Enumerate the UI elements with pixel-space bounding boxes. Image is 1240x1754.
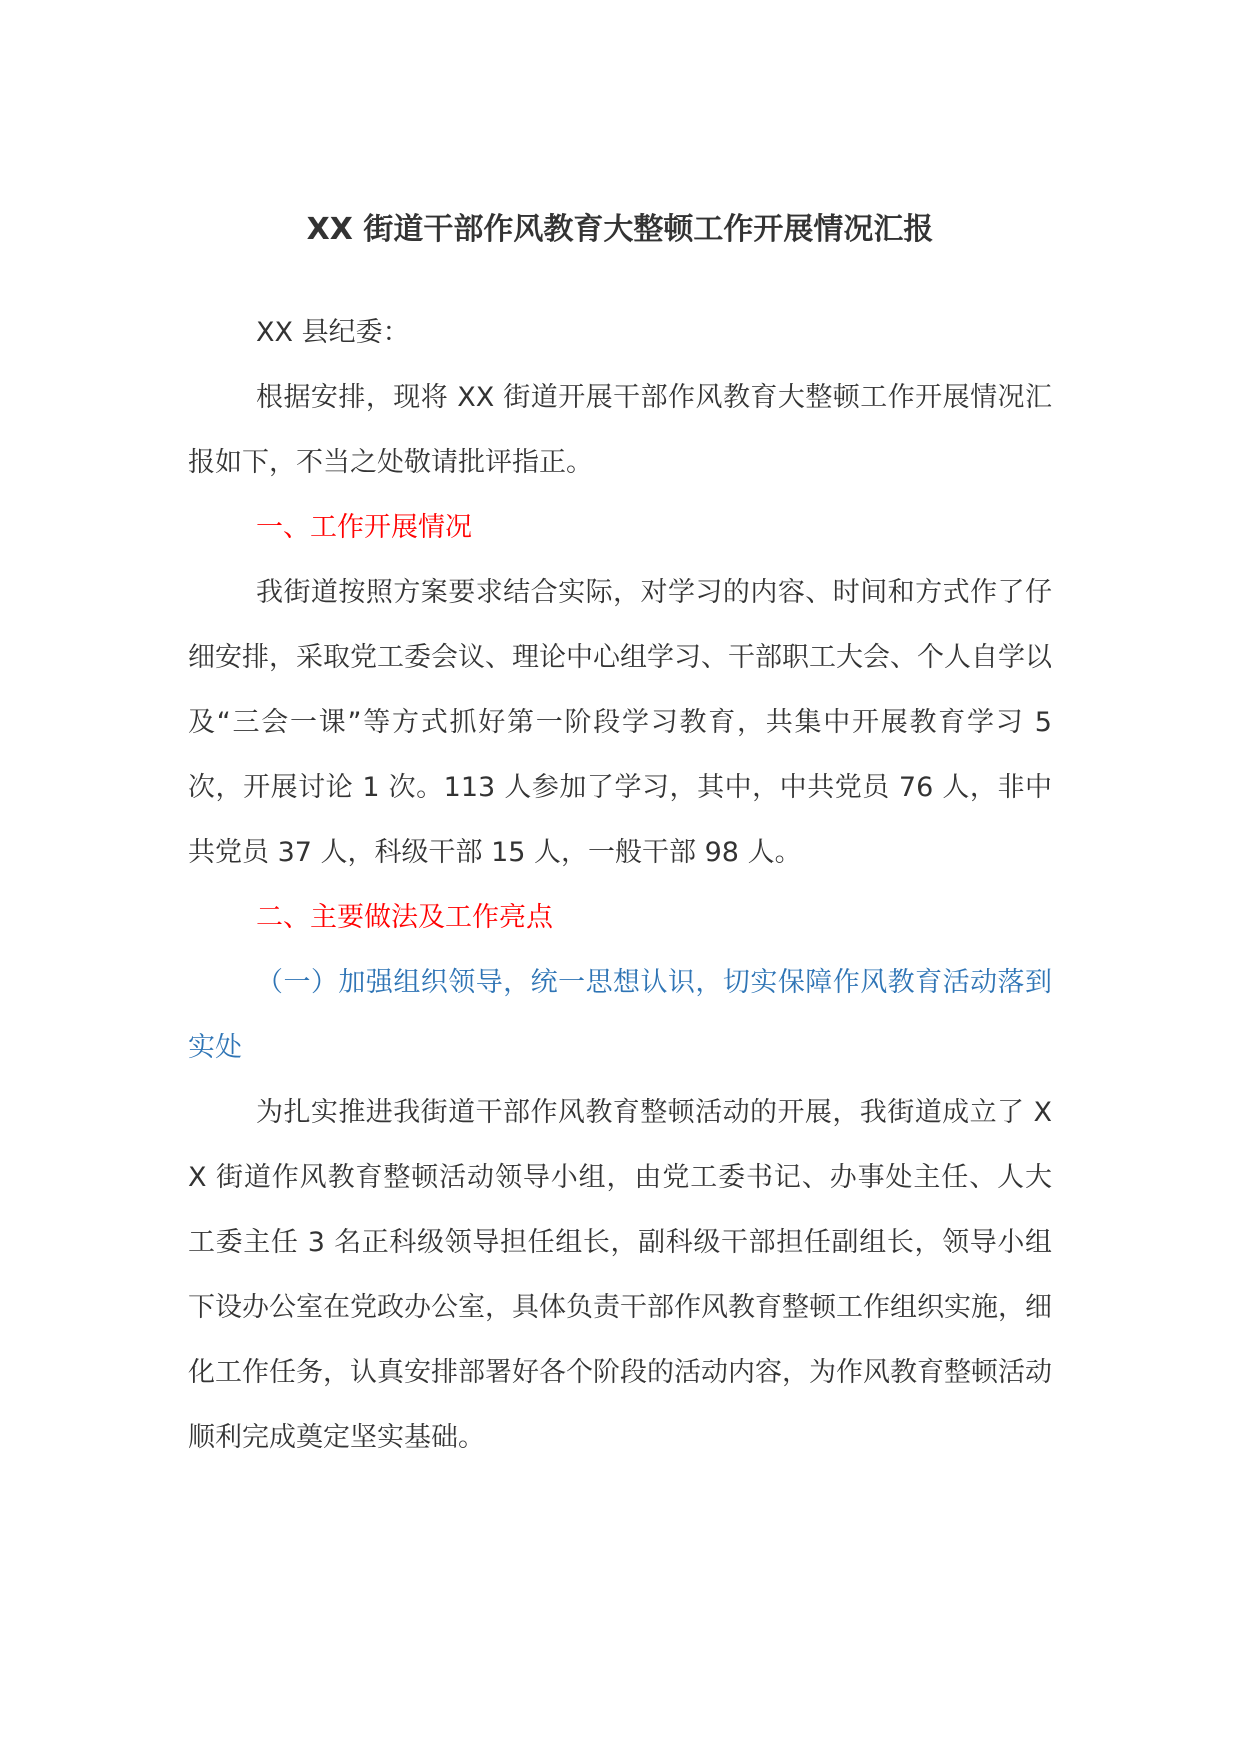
intro-paragraph: 根据安排，现将 XX 街道开展干部作风教育大整顿工作开展情况汇报如下，不当之处敬请批评指正。 — [188, 382, 1052, 478]
section-heading-2: 二、主要做法及工作亮点 — [256, 902, 553, 933]
section-1-paragraph: 我街道按照方案要求结合实际，对学习的内容、时间和方式作了仔细安排，采取党工委会议、理论中心组学习、干部职工大会、个人自学以及“三会一课”等方式抓好第一阶段学习教育，共集中开展教育学习 5 次，开展讨论 1 次。113 人参加了学习，其中，中共党员 76 人，非中共党员 37 人，科级干部 15 人，一般干部 98 人。 — [188, 577, 1052, 868]
document-title: XX 街道干部作风教育大整顿工作开展情况汇报 — [306, 212, 934, 247]
section-heading-1: 一、工作开展情况 — [256, 512, 472, 543]
document-content — [188, 198, 1052, 1470]
subsection-heading-1: （一）加强组织领导，统一思想认识，切实保障作风教育活动落到实处 — [188, 967, 1052, 1063]
salutation: XX 县纪委： — [256, 317, 410, 348]
subsection-1-paragraph: 为扎实推进我街道干部作风教育整顿活动的开展，我街道成立了 XX 街道作风教育整顿活动领导小组，由党工委书记、办事处主任、人大工委主任 3 名正科级领导担任组长，副科级干部担任副组长，领导小组下设办公室在党政办公室，具体负责干部作风教育整顿工作组织实施，细化工作任务，认真安排部署好各个阶段的活动内容，为作风教育整顿活动顺利完成奠定坚实基础。 — [188, 1097, 1052, 1453]
